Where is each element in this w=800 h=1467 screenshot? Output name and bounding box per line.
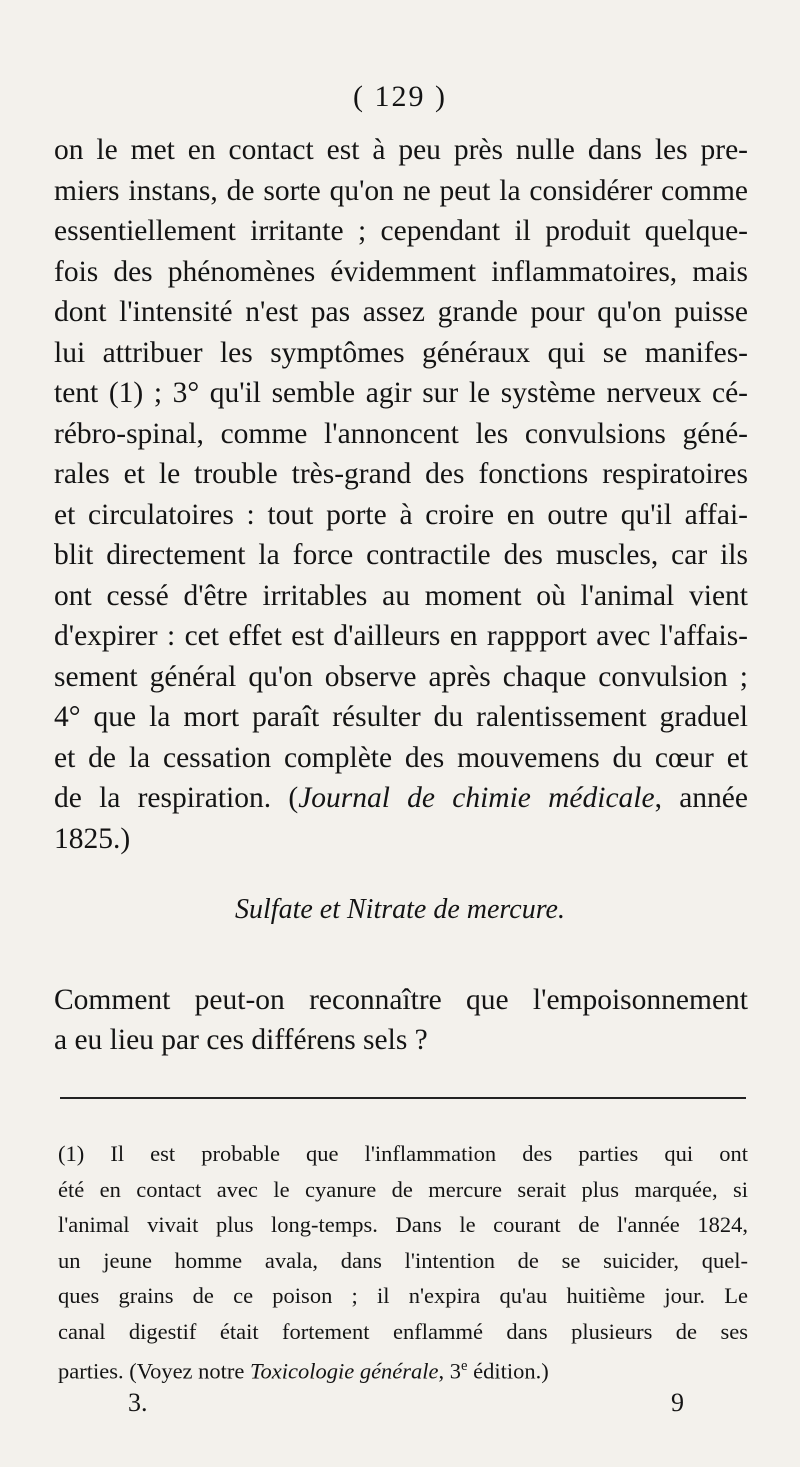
body-line: tent (1) ; 3° qu'il semble agir sur le système nerveux cé-: [54, 377, 748, 409]
question-line: Comment peut-on reconnaître que l'empoisonnement: [54, 984, 748, 1016]
body-line: 1825.): [54, 822, 131, 855]
footnote-line: (1) Il est probable que l'inflammation des parties qui ont: [58, 1141, 748, 1166]
footnote-divider: [60, 1097, 746, 1099]
footnote: [58, 1136, 748, 1389]
question-line: a eu lieu par ces différens sels ?: [54, 1024, 428, 1056]
body-line: ont cessé d'être irritables au moment où l'animal vient: [54, 579, 748, 612]
footnote-line: été en contact avec le cyanure de mercure serait plus marquée, si: [58, 1176, 748, 1202]
body-line: rales et le trouble très-grand des fonctions respiratoires: [54, 458, 748, 490]
body-line: rébro-spinal, comme l'annoncent les convulsions géné-: [54, 417, 748, 450]
question-heading: [54, 980, 748, 1060]
body-line: on le met en contact est à peu près nulle dans les pre-: [54, 134, 748, 166]
footnote-line: l'animal vivait plus long-temps. Dans le courant de l'année 1824,: [58, 1212, 748, 1237]
body-line: essentiellement irritante ; cependant il produit quelque-: [54, 215, 748, 247]
body-line-citation: de la respiration. (Journal de chimie médicale, année: [54, 782, 748, 814]
page-number: ( 129 ): [353, 80, 447, 113]
body-line: d'expirer : cet effet est d'ailleurs en rappport avec l'affais-: [54, 620, 748, 652]
body-line: 4° que la mort paraît résulter du ralentissement graduel: [54, 701, 748, 733]
body-line: lui attribuer les symptômes généraux qui se manifes-: [54, 336, 748, 369]
body-line: et de la cessation complète des mouvemens du cœur et: [54, 741, 748, 774]
body-line: dont l'intensité n'est pas assez grande pour qu'on puisse: [54, 296, 748, 328]
footnote-line: canal digestif était fortement enflammé dans plusieurs de ses: [58, 1318, 748, 1344]
body-line: et circulatoires : tout porte à croire en outre qu'il affai-: [54, 498, 748, 531]
body-line: fois des phénomènes évidemment inflammatoires, mais: [54, 255, 748, 288]
body-text: [54, 130, 748, 859]
footnote-line-reference: parties. (Voyez notre Toxicologie générale, 3e édition.): [58, 1358, 549, 1384]
signature-mark: 3.: [128, 1388, 148, 1417]
folio-number: 9: [671, 1388, 684, 1417]
body-line: blit directement la force contractile des muscles, car ils: [54, 539, 748, 571]
body-line: miers instans, de sorte qu'on ne peut la considérer comme: [54, 174, 748, 207]
footnote-line: ques grains de ce poison ; il n'expira qu'au huitième jour. Le: [58, 1283, 748, 1308]
section-title: Sulfate et Nitrate de mercure.: [235, 894, 565, 925]
footnote-line: un jeune homme avala, dans l'intention de se suicider, quel-: [58, 1247, 748, 1273]
body-line: sement général qu'on observe après chaque convulsion ;: [54, 660, 748, 693]
